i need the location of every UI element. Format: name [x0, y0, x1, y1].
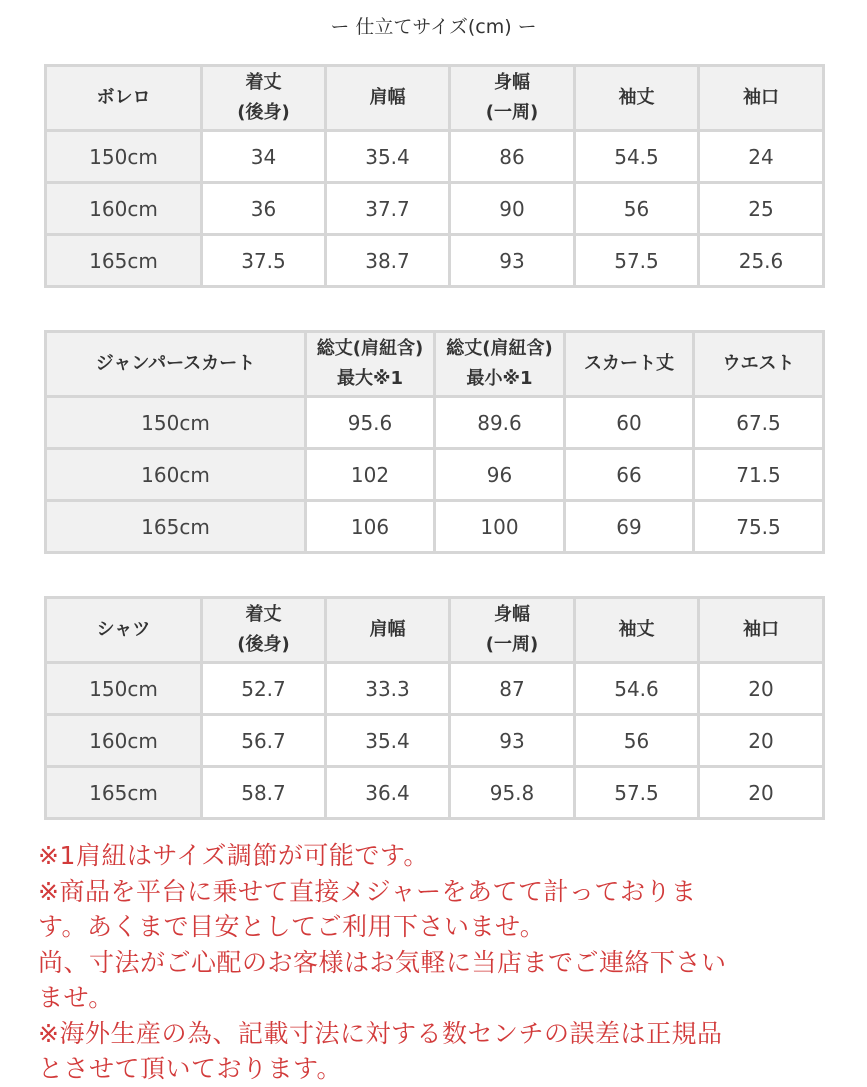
measurement-cell: 100: [435, 501, 565, 553]
note-line: 尚、寸法がご心配のお客様はお気軽に当店までご連絡下さい: [38, 947, 727, 977]
measurement-cell: 58.7: [202, 767, 326, 819]
table-row: [46, 767, 824, 819]
size-label-cell: 165cm: [46, 235, 202, 287]
table-row: [46, 715, 824, 767]
size-label-cell: 160cm: [46, 449, 306, 501]
table-header-row: [46, 66, 824, 131]
measurement-cell: 56.7: [202, 715, 326, 767]
size-label-cell: 165cm: [46, 767, 202, 819]
measurement-cell: 93: [450, 235, 575, 287]
table-row: [46, 131, 824, 183]
measurement-cell: 86: [450, 131, 575, 183]
table-header-row: [46, 332, 824, 397]
measurement-cell: 33.3: [326, 663, 450, 715]
measurement-cell: 20: [699, 767, 824, 819]
column-header: ウエスト: [694, 332, 824, 397]
measurement-cell: 106: [306, 501, 435, 553]
measurement-cell: 96: [435, 449, 565, 501]
column-header: ボレロ: [46, 66, 202, 131]
measurement-cell: 57.5: [575, 767, 699, 819]
column-header: 着丈 (後身): [202, 66, 326, 131]
column-header: 総丈(肩紐含) 最大※1: [306, 332, 435, 397]
measurement-cell: 57.5: [575, 235, 699, 287]
measurement-cell: 60: [565, 397, 694, 449]
column-header: 身幅 (一周): [450, 598, 575, 663]
column-header: 袖口: [699, 66, 824, 131]
measurement-cell: 95.8: [450, 767, 575, 819]
page-title: ー 仕立てサイズ(cm) ー: [330, 16, 537, 38]
measurement-cell: 56: [575, 715, 699, 767]
measurement-cell: 35.4: [326, 715, 450, 767]
table-row: [46, 235, 824, 287]
size-label-cell: 160cm: [46, 183, 202, 235]
measurement-cell: 66: [565, 449, 694, 501]
size-notes: [38, 838, 858, 1087]
measurement-cell: 93: [450, 715, 575, 767]
measurement-cell: 20: [699, 663, 824, 715]
table-row: [46, 663, 824, 715]
column-header: 身幅 (一周): [450, 66, 575, 131]
size-label-cell: 150cm: [46, 131, 202, 183]
size-label-cell: 165cm: [46, 501, 306, 553]
column-header: 肩幅: [326, 66, 450, 131]
measurement-cell: 25: [699, 183, 824, 235]
measurement-cell: 36.4: [326, 767, 450, 819]
measurement-cell: 95.6: [306, 397, 435, 449]
shirt-size-table: [44, 596, 825, 820]
jumper-skirt-size-table: [44, 330, 825, 554]
measurement-cell: 37.5: [202, 235, 326, 287]
column-header: ジャンパースカート: [46, 332, 306, 397]
note-line: ※海外生産の為、記載寸法に対する数センチの誤差は正規品: [38, 1018, 723, 1048]
measurement-cell: 24: [699, 131, 824, 183]
note-line: ませ。: [38, 983, 114, 1012]
column-header: スカート丈: [565, 332, 694, 397]
note-line: す。あくまで目安としてご利用下さいませ。: [38, 912, 546, 941]
table-header-row: [46, 598, 824, 663]
measurement-cell: 67.5: [694, 397, 824, 449]
measurement-cell: 36: [202, 183, 326, 235]
measurement-cell: 90: [450, 183, 575, 235]
measurement-cell: 20: [699, 715, 824, 767]
column-header: シャツ: [46, 598, 202, 663]
note-line: ※商品を平台に乗せて直接メジャーをあてて計っておりま: [38, 876, 697, 906]
column-header: 総丈(肩紐含) 最小※1: [435, 332, 565, 397]
note-line: とさせて頂いております。: [38, 1054, 343, 1083]
bolero-size-table: [44, 64, 825, 288]
measurement-cell: 71.5: [694, 449, 824, 501]
column-header: 袖丈: [575, 598, 699, 663]
measurement-cell: 25.6: [699, 235, 824, 287]
measurement-cell: 54.6: [575, 663, 699, 715]
size-label-cell: 160cm: [46, 715, 202, 767]
column-header: 肩幅: [326, 598, 450, 663]
measurement-cell: 102: [306, 449, 435, 501]
note-line: ※1肩紐はサイズ調節が可能です。: [38, 841, 429, 870]
measurement-cell: 35.4: [326, 131, 450, 183]
measurement-cell: 69: [565, 501, 694, 553]
column-header: 袖丈: [575, 66, 699, 131]
measurement-cell: 87: [450, 663, 575, 715]
measurement-cell: 38.7: [326, 235, 450, 287]
measurement-cell: 34: [202, 131, 326, 183]
table-row: [46, 183, 824, 235]
measurement-cell: 56: [575, 183, 699, 235]
measurement-cell: 52.7: [202, 663, 326, 715]
column-header: 着丈 (後身): [202, 598, 326, 663]
size-label-cell: 150cm: [46, 397, 306, 449]
column-header: 袖口: [699, 598, 824, 663]
table-row: [46, 449, 824, 501]
measurement-cell: 37.7: [326, 183, 450, 235]
size-label-cell: 150cm: [46, 663, 202, 715]
table-row: [46, 397, 824, 449]
measurement-cell: 89.6: [435, 397, 565, 449]
measurement-cell: 75.5: [694, 501, 824, 553]
table-row: [46, 501, 824, 553]
measurement-cell: 54.5: [575, 131, 699, 183]
